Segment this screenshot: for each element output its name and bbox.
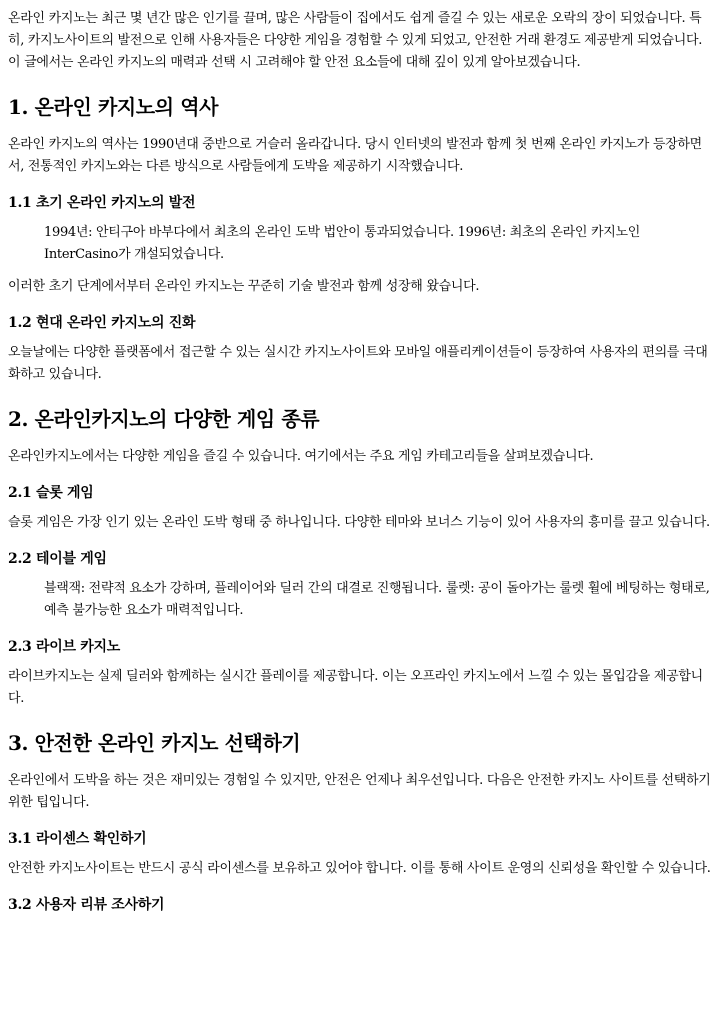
subheading-user-reviews: 3.2 사용자 리뷰 조사하기 — [8, 897, 165, 913]
modern-evolution-paragraph: 오늘날에는 다양한 플랫폼에서 접근할 수 있는 실시간 카지노사이트와 모바일 애플리케이션들이 등장하여 사용자의 편의를 극대화하고 있습니다. — [8, 345, 708, 382]
subheading-slot-games: 2.1 슬롯 게임 — [8, 485, 94, 501]
subheading-license-check: 3.1 라이센스 확인하기 — [8, 831, 147, 847]
table-games-quote: 블랙잭: 전략적 요소가 강하며, 플레이어와 딜러 간의 대결로 진행됩니다. 룰렛: 공이 돌아가는 룰렛 휠에 베팅하는 형태로, 예측 불가능한 요소가 매력적입니다. — [44, 581, 710, 618]
history-paragraph: 온라인 카지노의 역사는 1990년대 중반으로 거슬러 올라갑니다. 당시 인터넷의 발전과 함께 첫 번째 온라인 카지노가 등장하면서, 전통적인 카지노와는 다른 방식으로 사람들에게 도박을 제공하기 시작했습니다. — [8, 137, 702, 174]
subheading-modern-evolution: 1.2 현대 온라인 카지노의 진화 — [8, 315, 196, 331]
subheading-early-development: 1.1 초기 온라인 카지노의 발전 — [8, 195, 196, 211]
section-heading-safety: 3. 안전한 온라인 카지노 선택하기 — [8, 731, 301, 755]
slot-games-paragraph: 슬롯 게임은 가장 인기 있는 온라인 도박 형태 중 하나입니다. 다양한 테마와 보너스 기능이 있어 사용자의 흥미를 끌고 있습니다. — [8, 515, 710, 530]
early-development-quote: 1994년: 안티구아 바부다에서 최초의 온라인 도박 법안이 통과되었습니다. 1996년: 최초의 온라인 카지노인 InterCasino가 개설되었습니다. — [44, 225, 640, 262]
early-development-paragraph: 이러한 초기 단계에서부터 온라인 카지노는 꾸준히 기술 발전과 함께 성장해 왔습니다. — [8, 279, 480, 294]
section-heading-games: 2. 온라인카지노의 다양한 게임 종류 — [8, 407, 320, 431]
license-check-paragraph: 안전한 카지노사이트는 반드시 공식 라이센스를 보유하고 있어야 합니다. 이를 통해 사이트 운영의 신뢰성을 확인할 수 있습니다. — [8, 861, 711, 876]
live-casino-paragraph: 라이브카지노는 실제 딜러와 함께하는 실시간 플레이를 제공합니다. 이는 오프라인 카지노에서 느낄 수 있는 몰입감을 제공합니다. — [8, 669, 703, 706]
subheading-table-games: 2.2 테이블 게임 — [8, 551, 107, 567]
subheading-live-casino: 2.3 라이브 카지노 — [8, 639, 120, 655]
games-paragraph: 온라인카지노에서는 다양한 게임을 즐길 수 있습니다. 여기에서는 주요 게임 카테고리들을 살펴보겠습니다. — [8, 449, 594, 464]
intro-paragraph: 온라인 카지노는 최근 몇 년간 많은 인기를 끌며, 많은 사람들이 집에서도 쉽게 즐길 수 있는 새로운 오락의 장이 되었습니다. 특히, 카지노사이트의 발전으로 인해 사용자들은 다양한 게임을 경험할 수 있게 되었고, 안전한 거래 환경도 제공받게 되었습니다. 이 글에서는 온라인 카지노의 매력과 선택 시 고려해야 할 안전 요소들에 대해 깊이 있게 알아보겠습니다. — [8, 11, 703, 70]
section-heading-history: 1. 온라인 카지노의 역사 — [8, 95, 219, 119]
safety-paragraph: 온라인에서 도박을 하는 것은 재미있는 경험일 수 있지만, 안전은 언제나 최우선입니다. 다음은 안전한 카지노 사이트를 선택하기 위한 팁입니다. — [8, 773, 711, 810]
